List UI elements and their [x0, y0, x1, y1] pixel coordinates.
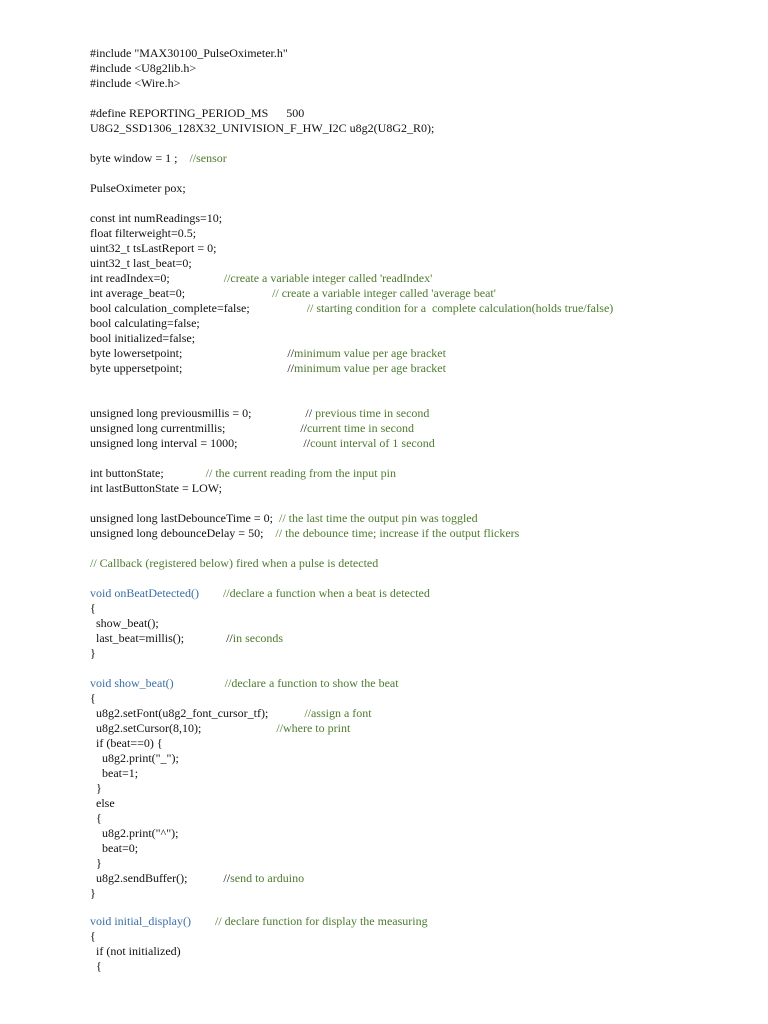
code-comment: // starting condition for a complete calculation(holds true/false) [306, 301, 614, 315]
code-text: { [90, 691, 96, 705]
code-text [174, 676, 225, 690]
code-text: u8g2.print("_"); [90, 751, 179, 765]
code-line [90, 959, 102, 974]
code-text: } [90, 646, 96, 660]
code-line [90, 121, 434, 136]
code-text: u8g2.setCursor(8,10); [90, 721, 277, 735]
code-text: #include <U8g2lib.h> [90, 61, 197, 75]
code-text: beat=1; [90, 766, 139, 780]
code-line [90, 914, 428, 929]
code-comment: //sensor [189, 151, 227, 165]
code-comment: // the last time the output pin was toggled [278, 511, 478, 525]
code-line [90, 316, 200, 331]
code-comment: send to arduino [230, 871, 305, 885]
code-text: { [90, 929, 96, 943]
code-text: byte uppersetpoint; // [90, 361, 294, 375]
code-text: } [90, 856, 102, 870]
code-comment: // the current reading from the input pin [205, 466, 396, 480]
code-line [90, 929, 96, 944]
code-text: bool calculation_complete=false; [90, 301, 307, 315]
code-text: beat=0; [90, 841, 139, 855]
code-line [90, 646, 96, 661]
code-line [90, 331, 195, 346]
code-comment: current time in second [306, 421, 414, 435]
code-comment: // the debounce time; increase if the output flickers [275, 526, 520, 540]
code-text: U8G2_SSD1306_128X32_UNIVISION_F_HW_I2C u8g2(U8G2_R0); [90, 121, 435, 135]
code-text: } [90, 781, 102, 795]
code-comment: count interval of 1 second [310, 436, 435, 450]
code-text: u8g2.sendBuffer(); // [90, 871, 231, 885]
code-line [90, 271, 432, 286]
code-text: else [90, 796, 115, 810]
code-text: float filterweight=0.5; [90, 226, 197, 240]
code-text: const int numReadings=10; [90, 211, 223, 225]
code-line [90, 46, 288, 61]
code-text: unsigned long previousmillis = 0; // [90, 406, 316, 420]
code-line [90, 406, 429, 421]
code-line [90, 631, 283, 646]
code-comment: in seconds [232, 631, 284, 645]
code-line [90, 256, 192, 271]
code-line [90, 511, 478, 526]
code-line [90, 691, 96, 706]
code-text: #define REPORTING_PERIOD_MS 500 [90, 106, 305, 120]
code-text: #include "MAX30100_PulseOximeter.h" [90, 46, 288, 60]
code-comment: //declare a function to show the beat [224, 676, 399, 690]
code-line [90, 211, 222, 226]
code-line [90, 721, 350, 736]
code-line [90, 676, 399, 691]
code-comment: //where to print [276, 721, 351, 735]
function-signature: void onBeatDetected() [90, 586, 199, 600]
code-comment: minimum value per age bracket [293, 346, 446, 360]
code-text: { [90, 959, 102, 973]
code-text: PulseOximeter pox; [90, 181, 186, 195]
code-text: unsigned long debounceDelay = 50; [90, 526, 276, 540]
code-line [90, 886, 96, 901]
code-text: int lastButtonState = LOW; [90, 481, 222, 495]
code-line [90, 61, 196, 76]
code-text: uint32_t tsLastReport = 0; [90, 241, 217, 255]
function-signature: void show_beat() [90, 676, 174, 690]
code-text: uint32_t last_beat=0; [90, 256, 192, 270]
function-signature: void initial_display() [90, 914, 191, 928]
code-text [191, 914, 215, 928]
code-line [90, 421, 414, 436]
code-comment: previous time in second [315, 406, 430, 420]
code-line [90, 706, 372, 721]
code-line [90, 944, 181, 959]
code-text: unsigned long lastDebounceTime = 0; [90, 511, 279, 525]
code-comment: // Callback (registered below) fired when a pulse is detected [90, 556, 379, 570]
code-text: if (not initialized) [90, 944, 181, 958]
code-text: show_beat(); [90, 616, 159, 630]
code-text: byte window = 1 ; [90, 151, 190, 165]
code-line [90, 106, 304, 121]
code-line [90, 796, 115, 811]
code-line [90, 466, 396, 481]
code-line [90, 286, 496, 301]
code-line [90, 526, 519, 541]
code-line [90, 436, 435, 451]
code-line [90, 76, 180, 91]
code-line [90, 346, 446, 361]
code-line [90, 241, 216, 256]
code-text: if (beat==0) { [90, 736, 163, 750]
code-comment: // declare function for display the measuring [215, 914, 428, 928]
code-comment: //create a variable integer called 'readIndex' [223, 271, 433, 285]
code-comment: //assign a font [304, 706, 372, 720]
code-line [90, 226, 196, 241]
code-line [90, 871, 304, 886]
code-line [90, 181, 186, 196]
code-text: bool calculating=false; [90, 316, 200, 330]
code-line [90, 766, 138, 781]
code-comment: //declare a function when a beat is detected [222, 586, 430, 600]
code-line [90, 826, 178, 841]
code-text: int readIndex=0; [90, 271, 224, 285]
code-text: unsigned long currentmillis; // [90, 421, 307, 435]
code-text: unsigned long interval = 1000; // [90, 436, 311, 450]
code-line [90, 736, 163, 751]
code-text: { [90, 811, 102, 825]
code-line [90, 361, 446, 376]
code-text: int average_beat=0; [90, 286, 273, 300]
code-text: last_beat=millis(); // [90, 631, 233, 645]
code-comment: // create a variable integer called 'average beat' [272, 286, 496, 300]
code-line [90, 556, 378, 571]
code-text: #include <Wire.h> [90, 76, 181, 90]
code-text: u8g2.setFont(u8g2_font_cursor_tf); [90, 706, 305, 720]
code-line [90, 481, 222, 496]
code-line [90, 616, 159, 631]
code-line [90, 751, 179, 766]
code-line [90, 781, 102, 796]
code-line [90, 301, 613, 316]
code-text: bool initialized=false; [90, 331, 196, 345]
code-line [90, 856, 102, 871]
code-line [90, 811, 102, 826]
code-text: byte lowersetpoint; // [90, 346, 294, 360]
code-line [90, 841, 138, 856]
code-text: int buttonState; [90, 466, 206, 480]
code-line [90, 601, 96, 616]
code-line [90, 586, 430, 601]
code-text [199, 586, 223, 600]
code-text: u8g2.print("^"); [90, 826, 179, 840]
code-line [90, 151, 227, 166]
code-comment: minimum value per age bracket [293, 361, 446, 375]
code-text: } [90, 886, 96, 900]
code-text: { [90, 601, 96, 615]
